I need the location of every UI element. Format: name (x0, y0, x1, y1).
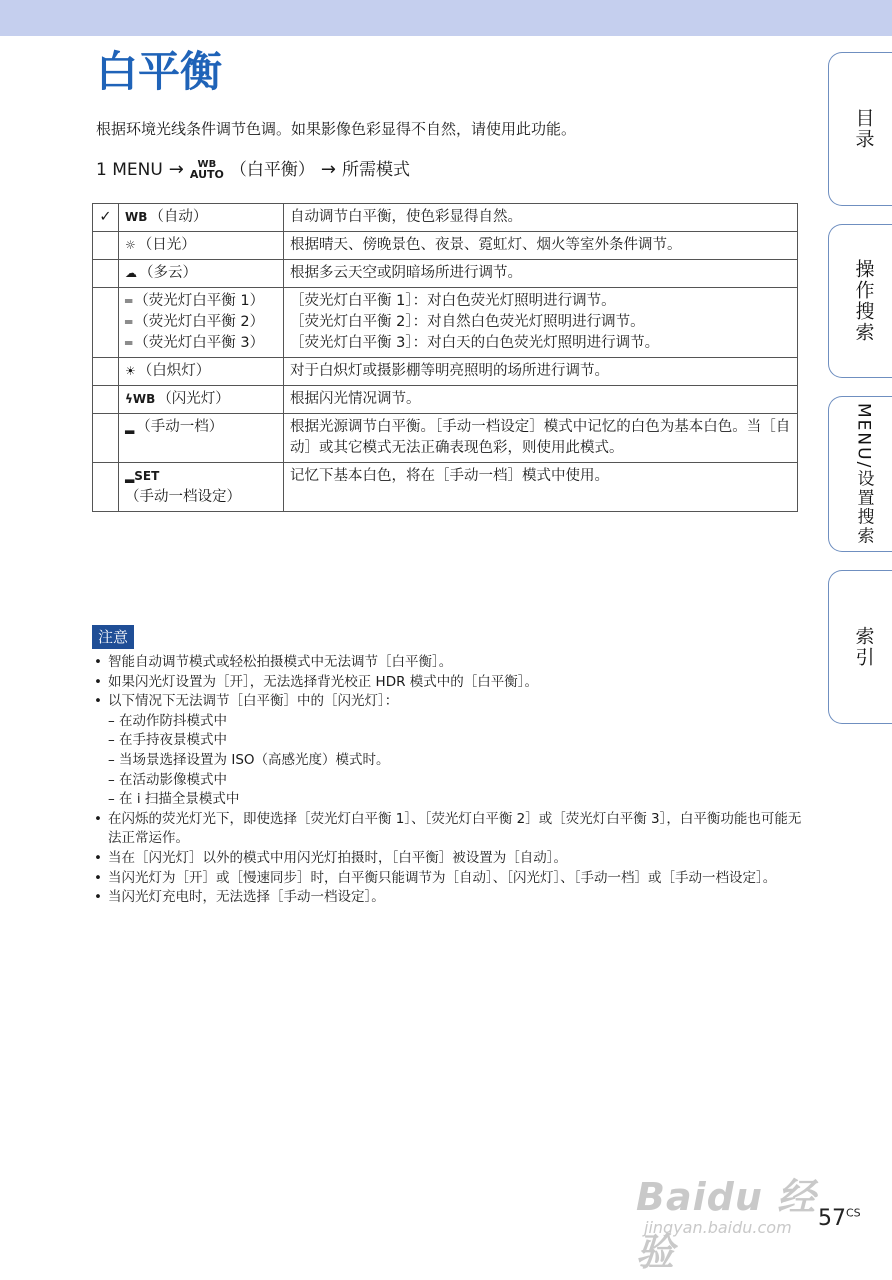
flash-wb-icon: ϟWB (125, 392, 156, 406)
mode-desc: 根据多云天空或阴暗场所进行调节。 (284, 260, 798, 288)
mode-desc: 自动调节白平衡，使色彩显得自然。 (284, 204, 798, 232)
mode-name: （荧光灯白平衡 2） (134, 314, 265, 330)
step-suffix: 所需模式 (341, 160, 410, 180)
mode-name: （闪光灯） (157, 391, 230, 407)
table-row (93, 204, 798, 232)
mode-name: （荧光灯白平衡 3） (134, 335, 265, 351)
mode-name: （荧光灯白平衡 1） (134, 293, 265, 309)
notes-list (92, 653, 804, 908)
menu-steps (96, 156, 410, 184)
top-banner (0, 0, 892, 36)
page-number-value: 57 (818, 1206, 846, 1231)
mode-desc: ［荧光灯白平衡 3］：对白天的白色荧光灯照明进行调节。 (290, 335, 660, 351)
intro-text: 根据环境光线条件调节色调。如果影像色彩显得不自然，请使用此功能。 (96, 120, 577, 138)
mode-desc: ［荧光灯白平衡 1］：对白色荧光灯照明进行调节。 (290, 293, 616, 309)
tab-operation-search-label: 操作搜索 (852, 259, 875, 343)
arrow-right-icon: → (168, 159, 184, 180)
wb-auto-icon: WB (125, 210, 148, 224)
mode-desc: ［荧光灯白平衡 2］：对自然白色荧光灯照明进行调节。 (290, 314, 645, 330)
arrow-right-icon: → (320, 159, 336, 180)
step-middle: （白平衡） (229, 160, 315, 180)
baidu-watermark (636, 1146, 836, 1274)
tab-menu-settings-search-label: MENU/设置搜索 (853, 402, 874, 546)
table-row (93, 232, 798, 260)
watermark-url: jingyan.baidu.com (644, 1218, 792, 1237)
mode-name: （白炽灯） (137, 363, 211, 379)
mode-desc: 对于白炽灯或摄影棚等明亮照明的场所进行调节。 (284, 358, 798, 386)
mode-desc: 根据闪光情况调节。 (284, 386, 798, 414)
step-prefix: 1 MENU (96, 160, 163, 180)
list-item: – 当场景选择设置为 ISO（高感光度）模式时。 (108, 751, 390, 768)
wb-auto-icon (190, 160, 224, 180)
tab-contents-label: 目录 (852, 108, 875, 150)
page-number (818, 1206, 861, 1231)
fluorescent-icon: ═ (125, 315, 133, 329)
mode-name: （自动） (149, 209, 208, 225)
default-check-icon: ✓ (93, 204, 119, 232)
incandescent-icon: ☀ (125, 364, 136, 378)
tab-index[interactable] (828, 570, 892, 724)
tab-index-label: 索引 (852, 626, 875, 668)
table-row (93, 386, 798, 414)
list-item: – 在手持夜景模式中 (108, 732, 228, 749)
notes-label: 注意 (92, 625, 134, 649)
table-row (93, 358, 798, 386)
table-row (93, 288, 798, 358)
mode-desc: 记忆下基本白色，将在［手动一档］模式中使用。 (284, 463, 798, 512)
list-item: • 如果闪光灯设置为［开］，无法选择背光校正 HDR 模式中的［白平衡］。 (92, 673, 804, 693)
mode-name: （日光） (137, 237, 196, 253)
page-title: 白平衡 (96, 47, 223, 96)
wb-auto-icon-top: WB (197, 159, 217, 170)
mode-desc: 根据晴天、傍晚景色、夜景、霓虹灯、烟火等室外条件调节。 (284, 232, 798, 260)
mode-name: （多云） (139, 265, 197, 281)
white-balance-table (92, 203, 798, 512)
list-item: • 当闪光灯为［开］或［慢速同步］时，白平衡只能调节为［自动］、［闪光灯］、［手动一档］或［手动一档设定］。 (92, 869, 804, 889)
watermark-logo-text: Baidu 经验 (636, 1175, 817, 1274)
mode-name: （手动一档设定） (125, 489, 241, 505)
list-item: • 在闪烁的荧光灯光下，即使选择［荧光灯白平衡 1］、［荧光灯白平衡 2］或［荧光灯白平衡 3］，白平衡功能也可能无法正常运作。 (92, 810, 804, 849)
one-push-icon: ▂ (125, 420, 135, 434)
fluorescent-icon: ═ (125, 294, 133, 308)
tab-contents[interactable] (828, 52, 892, 206)
page-number-suffix: CS (846, 1206, 861, 1220)
list-item: – 在动作防抖模式中 (108, 712, 228, 729)
table-row (93, 463, 798, 512)
list-item: – 在活动影像模式中 (108, 771, 228, 788)
one-push-set-icon: ▂SET (125, 469, 160, 483)
wb-auto-icon-bottom: AUTO (189, 168, 224, 181)
table-row (93, 260, 798, 288)
cloudy-icon: ☁ (125, 266, 137, 280)
tab-menu-settings-search[interactable] (828, 396, 892, 552)
list-item: – 在 i 扫描全景模式中 (108, 791, 240, 808)
list-item: • 以下情况下无法调节［白平衡］中的［闪光灯］： (92, 692, 804, 712)
tab-operation-search[interactable] (828, 224, 892, 378)
mode-desc: 根据光源调节白平衡。［手动一档设定］模式中记忆的白色为基本白色。当［自动］或其它模式无法正确表现色彩，则使用此模式。 (284, 414, 798, 463)
mode-name: （手动一档） (136, 419, 224, 435)
list-item: • 当闪光灯充电时，无法选择［手动一档设定］。 (92, 888, 804, 908)
table-row (93, 414, 798, 463)
list-item: • 智能自动调节模式或轻松拍摄模式中无法调节［白平衡］。 (92, 653, 804, 673)
list-item: • 当在［闪光灯］以外的模式中用闪光灯拍摄时，［白平衡］被设置为［自动］。 (92, 849, 804, 869)
daylight-icon: ☼ (125, 238, 136, 252)
fluorescent-icon: ═ (125, 336, 133, 350)
